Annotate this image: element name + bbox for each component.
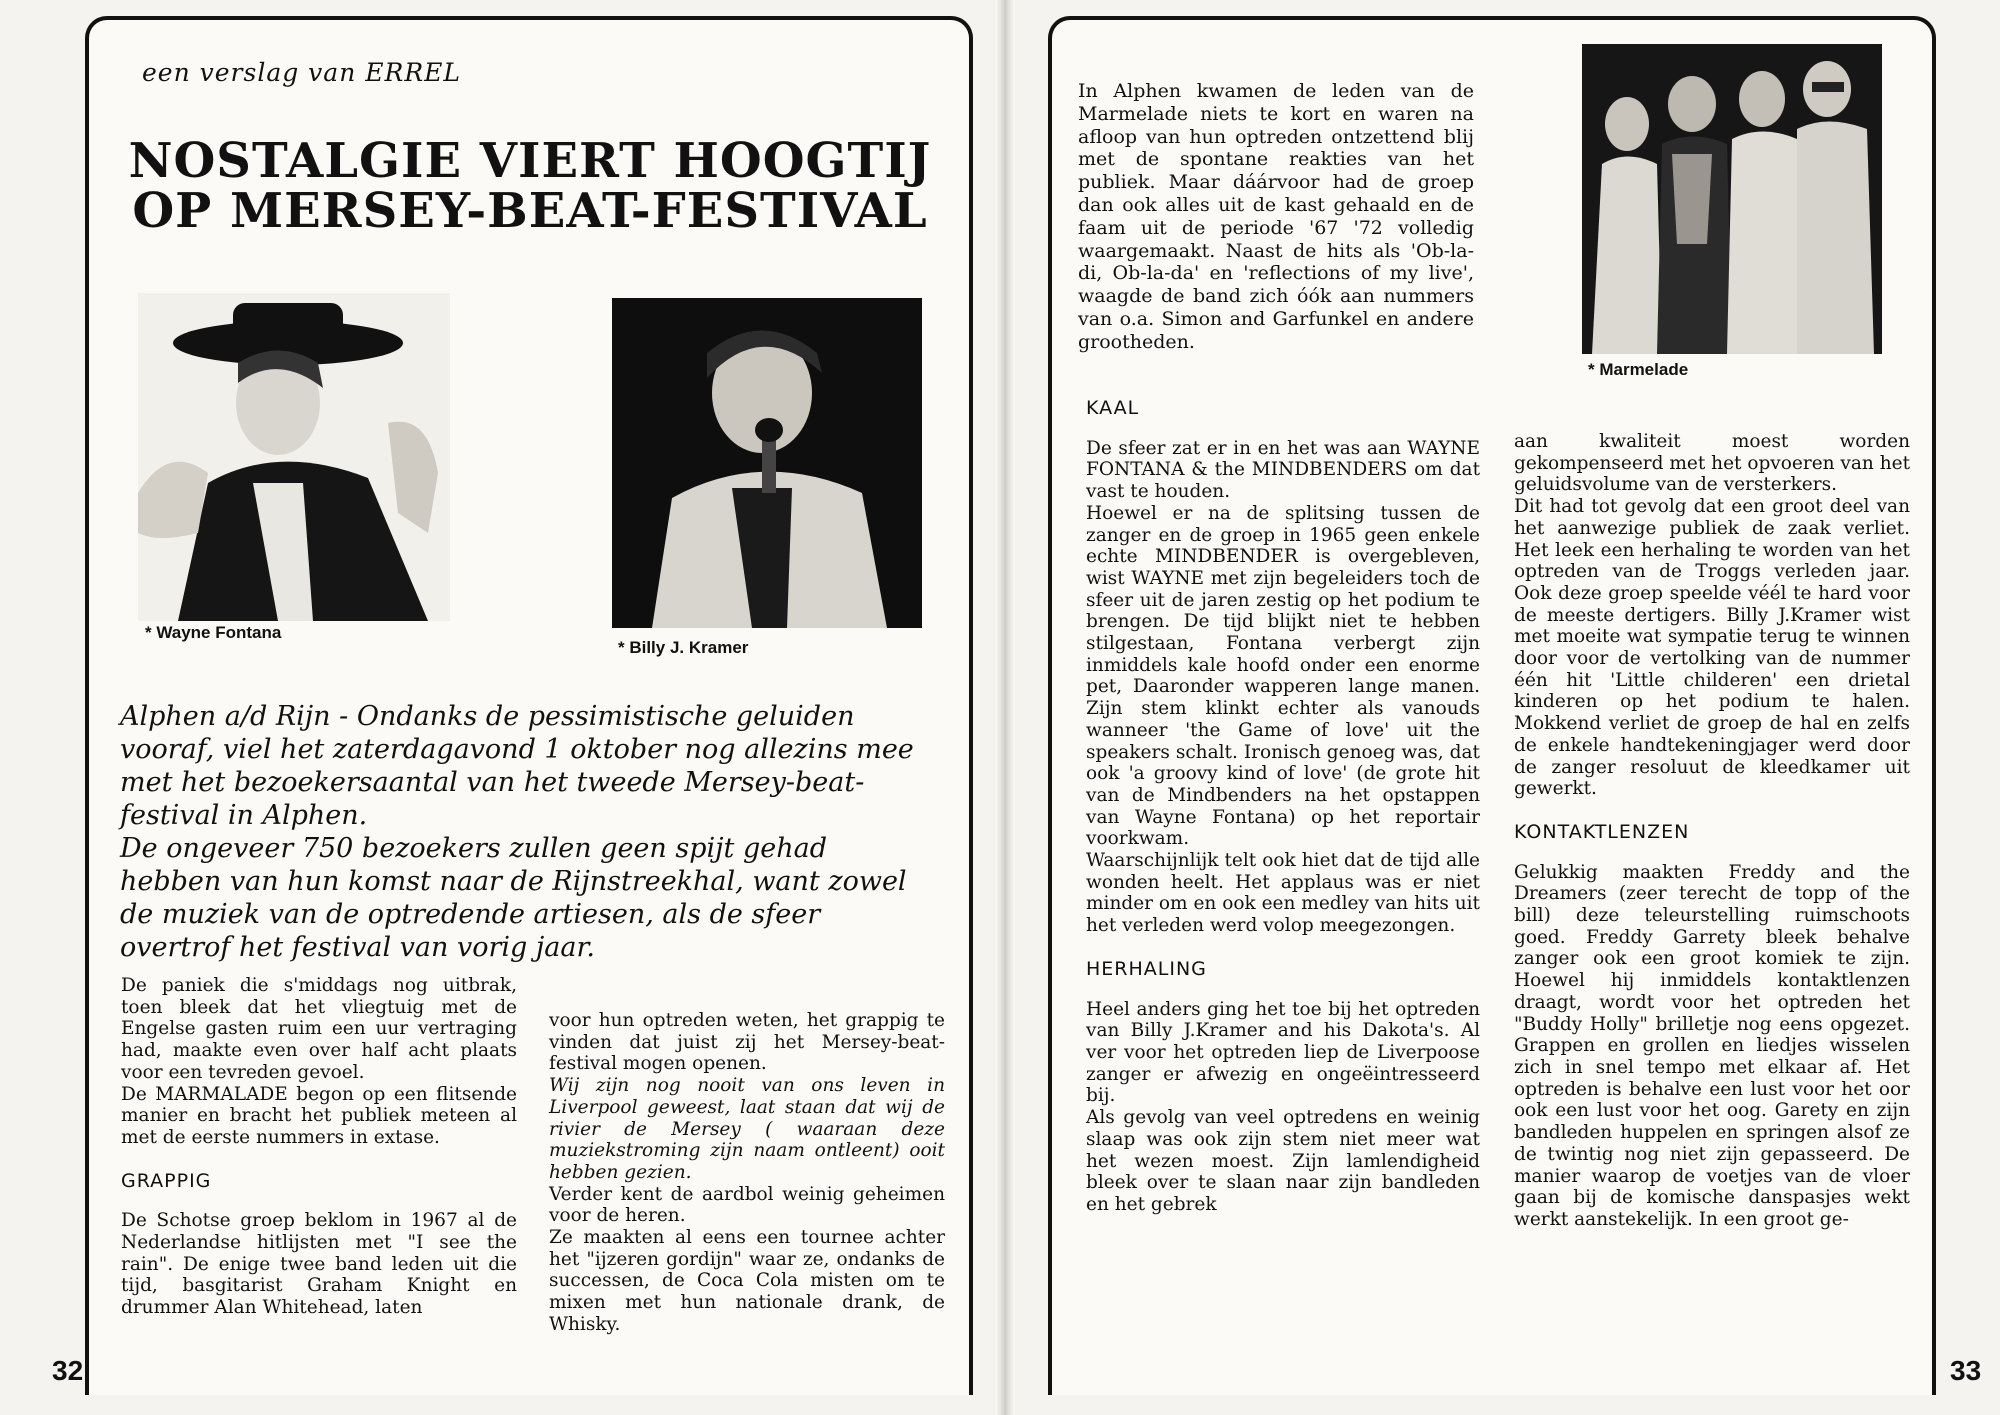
left-column-2 [549, 1010, 945, 1336]
byline: een verslag van ERREL [142, 58, 462, 87]
lead-paragraph-2: De ongeveer 750 bezoekers zullen geen spijt gehad hebben van hun komst naar de Rijnstreekhal, want zowel de muziek van de optredende artiesen, als de sfeer overtrof het festival van vorig jaar. [120, 833, 907, 963]
right-column-1 [1086, 398, 1480, 1216]
quote-paragraph: Wij zijn nog nooit van ons leven in Liverpool geweest, laat staan dat wij de rivier de Mersey ( waaraan deze muziekstroming zijn naam ontleent) ooit hebben gezien. [549, 1075, 945, 1183]
subheading-kaal: KAAL [1086, 397, 1140, 419]
paragraph: De MARMALADE begon op een flitsende manier en bracht het publiek meteen al met de eerste nummers in extase. [121, 1083, 517, 1148]
headline-line-1: NOSTALGIE VIERT HOOGTIJ [128, 133, 932, 189]
paragraph: De Schotse groep beklom in 1967 al de Nederlandse hitlijsten met "I see the rain". De enige twee band leden uit die tijd, basgitarist Graham Knight en drummer Alan Whitehead, laten [121, 1210, 517, 1319]
paragraph: In Alphen kwamen de leden van de Marmelade niets te kort en waren na afloop van hun optreden ontzettend blij met de spontane reakties van het publiek. Maar dáárvoor had de groep dan ook alles uit de kast gehaald en de faam uit de periode '67 '72 volledig waargemaakt. Naast de hits als 'Ob-la-di, Ob-la-da' en 'reflections of my live', waagde de band zich óók aan nummers van o.a. Simon and Garfunkel en andere grootheden. [1078, 80, 1474, 353]
right-intro-column [1078, 80, 1474, 354]
paragraph: voor hun optreden weten, het grappig te vinden dat juist zij het Mersey-beat-festival mogen openen. [549, 1010, 945, 1075]
paragraph: Gelukkig maakten Freddy and the Dreamers (zeer terecht de topp of the bill) deze teleurstelling ruimschoots goed. Freddy Garrety bleek behalve zanger ook een groot komiek te zijn. Hoewel hij inmiddels kontaktlenzen draagt, wordt voor het optreden het "Buddy Holly" brilletje nog eens opgezet. Grappen en grollen en liedjes wisselen zich in snel tempo met elkaar af. Het optreden is behalve een lust voor het oor ook een lust voor het oog. Garety en zijn bandleden huppelen en springen alsof ze de twintig nog niet zijn gepasseerd. De manier waarop de voetjes van de vloer gaan bij de komische danspasjes wekt werkt aanstekelijk. In een groot ge- [1514, 861, 1910, 1230]
paragraph: Waarschijnlijk telt ook hiet dat de tijd alle wonden heelt. Het applaus was er niet minder om en ook een medley van hits uit het verleden werd volop meegezongen. [1086, 850, 1480, 937]
paragraph: Dit had tot gevolg dat een groot deel van het aanwezige publiek de zaak verliet. Het leek een herhaling te worden van het optreden van de Troggs verleden jaar. Ook deze groep speelde véél te hard voor de meeste dertigers. Billy J.Kramer wist met moeite wat sympatie terug te winnen door voor de vertolking van de nummer één hit 'Little childeren' een drietal kinderen op het podium te halen. Mokkend verliet de groep de hal en zelfs de enkele handtekeningjager werd door de zanger resoluut de kleedkamer uit gewerkt. [1514, 496, 1910, 800]
caption-wayne-fontana: * Wayne Fontana [145, 623, 282, 642]
right-column-2 [1514, 431, 1910, 1231]
photo-marmelade [1582, 44, 1882, 354]
subheading-herhaling: HERHALING [1086, 957, 1207, 980]
paragraph: De paniek die s'middags nog uitbrak, toen bleek dat het vliegtuig met de Engelse gasten ruim een uur vertraging had, maakte even over half acht plaats voor een tevreden gevoel. [121, 975, 517, 1083]
page-gutter [995, 0, 1015, 1415]
caption-billy-j-kramer: * Billy J. Kramer [618, 638, 749, 657]
paragraph: De sfeer zat er in en het was aan WAYNE FONTANA & the MINDBENDERS om dat vast te houden. [1086, 437, 1480, 503]
paragraph: Heel anders ging het toe bij het optreden van Billy J.Kramer and his Dakota's. Al ver voor het optreden liep de Liverpoose zanger er afwezig en ongeëintresseerd bij. [1086, 998, 1480, 1107]
page-number-right: 33 [1950, 1355, 1982, 1386]
subheading-kontaktlenzen: KONTAKTLENZEN [1514, 820, 1690, 843]
paragraph: aan kwaliteit moest worden gekompenseerd met het opvoeren van het geluidsvolume van de versterkers. [1514, 431, 1911, 496]
left-column-1 [121, 975, 517, 1319]
headline [120, 133, 940, 239]
paragraph: Ze maakten al eens een tournee achter het "ijzeren gordijn" waar ze, ondanks de successen, de Coca Cola misten om te mixen met hun nationale drank, de Whisky. [549, 1227, 945, 1335]
page-number-left: 32 [52, 1355, 84, 1386]
paragraph: Als gevolg van veel optredens en weinig slaap was ook zijn stem niet meer wat het wezen moest. Zijn lamlendigheid bleek over te slaan naar zijn bandleden en het gebrek [1086, 1107, 1480, 1215]
subheading-grappig: GRAPPIG [121, 1169, 212, 1192]
lead-paragraph-1: Alphen a/d Rijn - Ondanks de pessimistische geluiden vooraf, viel het zaterdagavond 1 oktober nog allezins mee met het bezoekersaantal van het tweede Mersey-beat-festival in Alphen. [120, 701, 914, 831]
photo-billy-j-kramer [612, 298, 922, 628]
paragraph: Hoewel er na de splitsing tussen de zanger en de groep in 1965 geen enkele echte MINDBENDER is overgebleven, wist WAYNE met zijn begeleiders toch de sfeer uit de jaren zestig op het podium te brengen. De tijd blijkt niet te hebben stilgestaan, Fontana verbergt zijn inmiddels kale hoofd onder een enorme pet, Daaronder wapperen lange manen. Zijn stem klinkt echter als vanouds wanneer 'the Game of love' uit the speakers schalt. Ironisch genoeg was, dat ook 'a groovy kind of love' (de grote hit van de Mindbenders na het opstappen van Wayne Fontana) op het reportair voorkwam. [1086, 502, 1480, 850]
paragraph: Verder kent de aardbol weinig geheimen voor de heren. [549, 1183, 945, 1227]
lead-paragraph [120, 700, 920, 964]
caption-marmelade: * Marmelade [1588, 360, 1689, 379]
headline-line-2: OP MERSEY-BEAT-FESTIVAL [132, 183, 928, 239]
photo-wayne-fontana [138, 293, 450, 621]
